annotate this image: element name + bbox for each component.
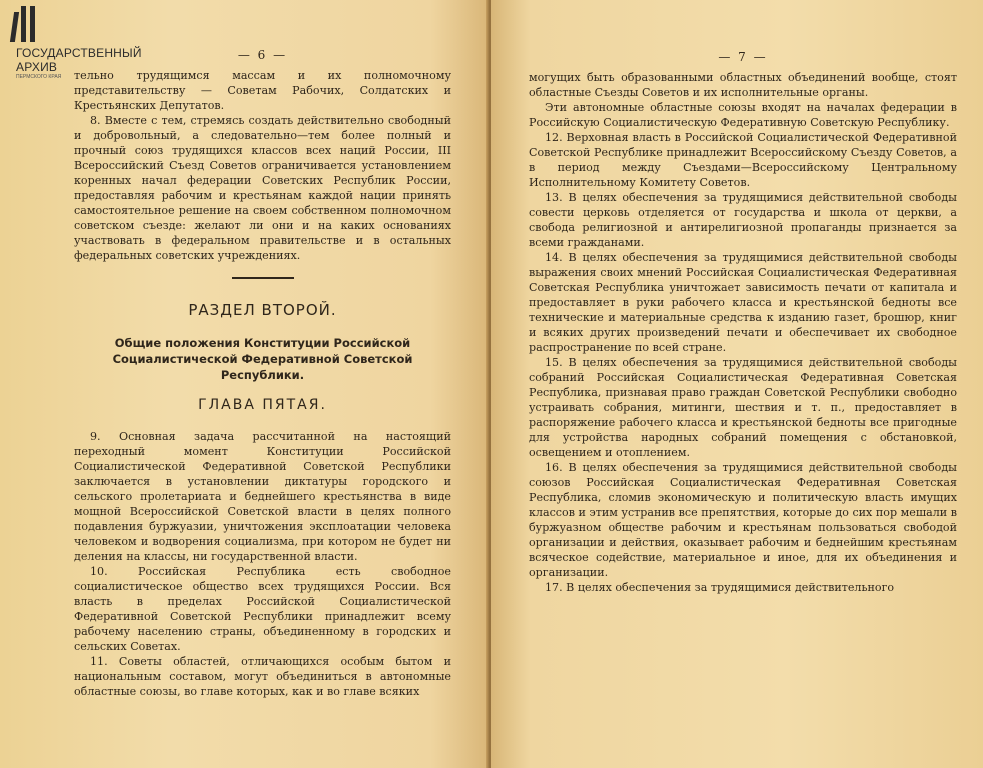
section-subtitle: Общие положения Конституции Российской Социалистической Федеративной Советской Республики. <box>112 336 413 382</box>
archive-logo <box>8 6 158 78</box>
right-page-number: — 7 — <box>718 50 768 64</box>
left-page-number: — 6 — <box>237 48 288 62</box>
section-divider <box>232 277 294 279</box>
archive-name-line1: ГОСУДАРСТВЕННЫЙ <box>16 46 142 60</box>
paragraph: Эти автономные областные союзы входят на началах федерации в Российскую Социалистическую Федеративную Советскую Республику. <box>529 101 957 129</box>
paragraph: тельно трудящимся массам и их полномочному представительству — Советам Рабочих, Солдатских и Крестьянских Депутатов. <box>74 69 451 112</box>
left-page <box>0 0 489 768</box>
paragraph: 13. В целях обеспечения за трудящимися действительной свободы совести церковь отделяется от государства и школа от церкви, а свобода религиозной и антирелигиозной пропаганды признается за всеми гражданами. <box>529 191 957 249</box>
paragraph: могущих быть образованными областных объединений вообще, стоят областные Съезды Советов и их исполнительные органы. <box>529 71 957 99</box>
left-text-top <box>74 68 451 263</box>
paragraph: 12. Верховная власть в Российской Социалистической Федеративной Советской Республике принадлежит Всероссийскому Съезду Советов, а в период между Съездами—Всероссийскому Центральному Исполнительному Комитету Советов. <box>529 131 957 189</box>
paragraph: 9. Основная задача рассчитанной на настоящий переходный момент Конституции Российской Социалистической Федеративной Советской Республики заключается в установлении диктатуры городского и сельского пролетариата и беднейшего крестьянства в виде мощной Всероссийской Советской власти в целях полного подавления буржуазии, уничтожения эксплоатации человека человеком и водворения социализма, при котором не будет ни деления на классы, ни государственной власти. <box>74 430 451 563</box>
paragraph: 14. В целях обеспечения за трудящимися действительной свободы выражения своих мнений Российская Социалистическая Федеративная Советская Республика уничтожает зависимость печати от капитала и предоставляет в руки рабочего класса и крестьянской бедноты все технические и материальные средства к изданию газет, брошюр, книг и всяких других произведений печати и обеспечивает их свободное распространение по всей стране. <box>529 251 957 354</box>
paragraph: 16. В целях обеспечения за трудящимися действительной свободы союзов Российская Социалистическая Федеративная Советская Республика, сломив экономическую и политическую власть имущих классов и этим устранив все препятствия, которые до сих пор мешали в буржуазном обществе рабочим и крестьянам пользоваться свободой организации и действия, оказывает рабочим и беднейшим крестьянам всяческое содействие, материальное и иное, для их объединения и организации. <box>529 461 957 579</box>
archive-name-line2: АРХИВ <box>16 60 58 74</box>
right-text <box>529 70 957 595</box>
paragraph: 11. Советы областей, отличающихся особым бытом и национальным составом, могут объединиться в автономные областные союзы, во главе которых, как и во главе всяких <box>74 655 451 698</box>
paragraph: 15. В целях обеспечения за трудящимися действительной свободы собраний Российская Социалистическая Федеративная Советская Республика, признавая право граждан Советской Республики свободно устраивать собрания, митинги, шествия и т. п., предоставляет в распоряжение рабочего класса и крестьянской бедноты все пригодные для устройства народных собраний помещения с обстановкой, освещением и отоплением. <box>529 356 957 459</box>
paragraph: 10. Российская Республика есть свободное социалистическое общество всех трудящихся России. Вся власть в пределах Российской Социалистической Федеративной Советской Республики принадлежит всему рабочему населению страны, объединенному в городских и сельских Советах. <box>74 565 451 653</box>
left-text-bottom <box>74 429 451 699</box>
chapter-title: ГЛАВА ПЯТАЯ. <box>198 397 327 413</box>
paragraph: 17. В целях обеспечения за трудящимися действительного <box>545 581 895 594</box>
paragraph: 8. Вместе с тем, стремясь создать действительно свободный и добровольный, а следовательно—тем более полный и прочный союз трудящихся классов всех наций России, III Всероссийский Съезд Советов ограничивается установлением коренных начал федерации Советских Республик России, предоставляя рабочим и крестьянам каждой нации принять самостоятельное решение на своем собственном полномочном советском съезде: желают ли они и на каких основаниях участвовать в федеральном правительстве и в остальных федеральных советских учреждениях. <box>74 114 451 262</box>
section-title: РАЗДЕЛ ВТОРОЙ. <box>188 301 337 319</box>
right-page <box>491 0 983 768</box>
archive-name-line3: ПЕРМСКОГО КРАЯ <box>16 74 62 80</box>
